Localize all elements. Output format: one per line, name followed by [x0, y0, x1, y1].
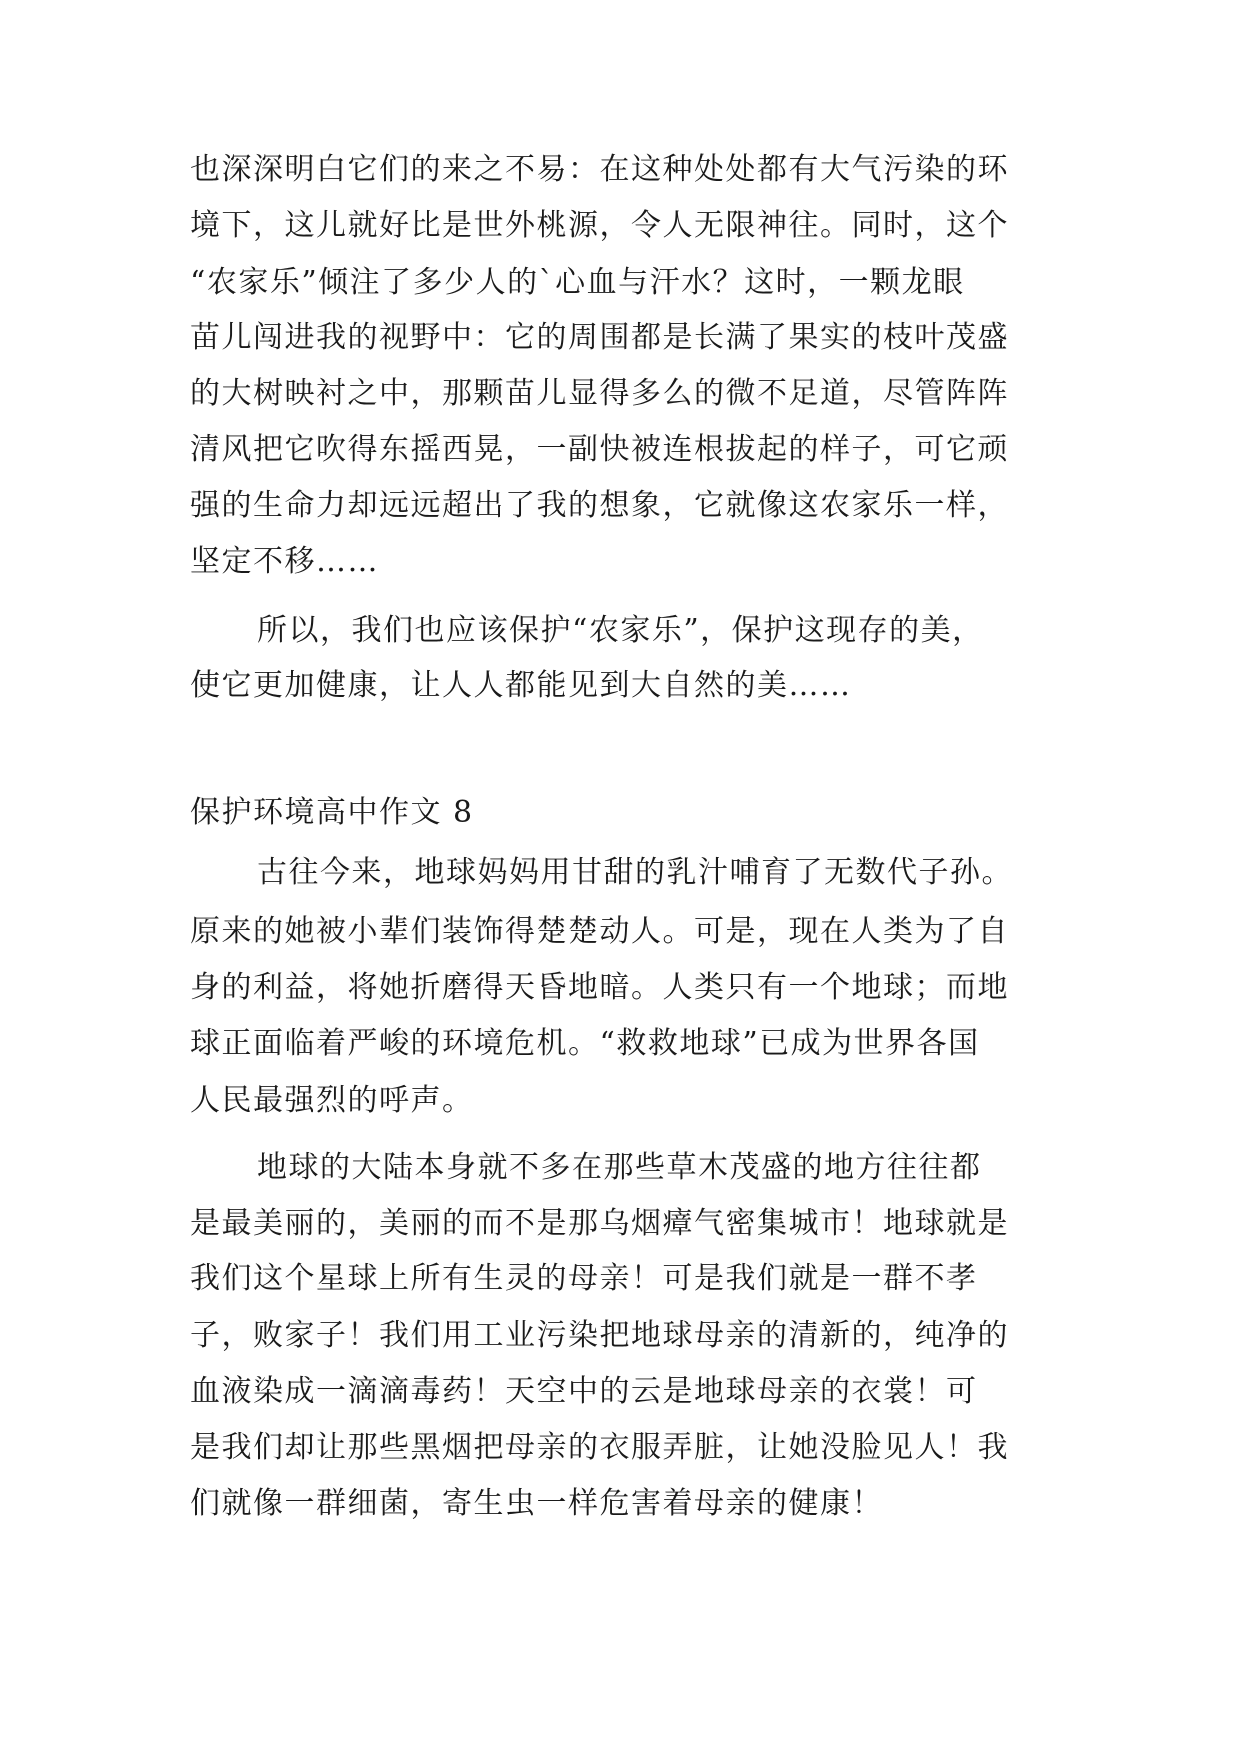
text-line: 球正面临着严峻的环境危机。“救救地球”已成为世界各国 [190, 1026, 980, 1061]
text-line: 所以，我们也应该保护“农家乐”，保护这现存的美， [257, 613, 984, 648]
text-line: 使它更加健康，让人人都能见到大自然的美…… [190, 668, 852, 703]
text-line: 古往今来，地球妈妈用甘甜的乳汁哺育了无数代子孙。 [257, 855, 1013, 890]
text-line: 是我们却让那些黑烟把母亲的衣服弄脏，让她没脸见人！我 [190, 1430, 1009, 1465]
text-line: 地球的大陆本身就不多在那些草木茂盛的地方往往都 [257, 1150, 982, 1185]
text-line: 子，败家子！我们用工业污染把地球母亲的清新的，纯净的 [190, 1318, 1009, 1353]
text-line: 是最美丽的，美丽的而不是那乌烟瘴气密集城市！地球就是 [190, 1206, 1009, 1241]
text-line: 苗儿闯进我的视野中：它的周围都是长满了果实的枝叶茂盛 [190, 320, 1009, 355]
text-line: 清风把它吹得东摇西晃，一副快被连根拔起的样子，可它顽 [190, 432, 1009, 467]
text-line: 也深深明白它们的来之不易：在这种处处都有大气污染的环 [190, 152, 1009, 187]
text-line: 血液染成一滴滴毒药！天空中的云是地球母亲的衣裳！可 [190, 1374, 978, 1409]
text-line: “农家乐”倾注了多少人的`心血与汗水？这时，一颗龙眼 [190, 265, 965, 300]
text-line: 身的利益，将她折磨得天昏地暗。人类只有一个地球；而地 [190, 970, 1009, 1005]
text-line: 坚定不移…… [190, 544, 379, 579]
text-line: 人民最强烈的呼声。 [190, 1083, 474, 1118]
text-line: 们就像一群细菌，寄生虫一样危害着母亲的健康！ [190, 1486, 883, 1521]
text-line: 我们这个星球上所有生灵的母亲！可是我们就是一群不孝 [190, 1261, 978, 1296]
section-heading: 保护环境高中作文 8 [190, 795, 474, 830]
text-line: 的大树映衬之中，那颗苗儿显得多么的微不足道，尽管阵阵 [190, 376, 1009, 411]
text-line: 境下，这儿就好比是世外桃源，令人无限神往。同时，这个 [190, 208, 1009, 243]
text-line: 强的生命力却远远超出了我的想象，它就像这农家乐一样， [190, 488, 1009, 523]
text-line: 原来的她被小辈们装饰得楚楚动人。可是，现在人类为了自 [190, 914, 1009, 949]
